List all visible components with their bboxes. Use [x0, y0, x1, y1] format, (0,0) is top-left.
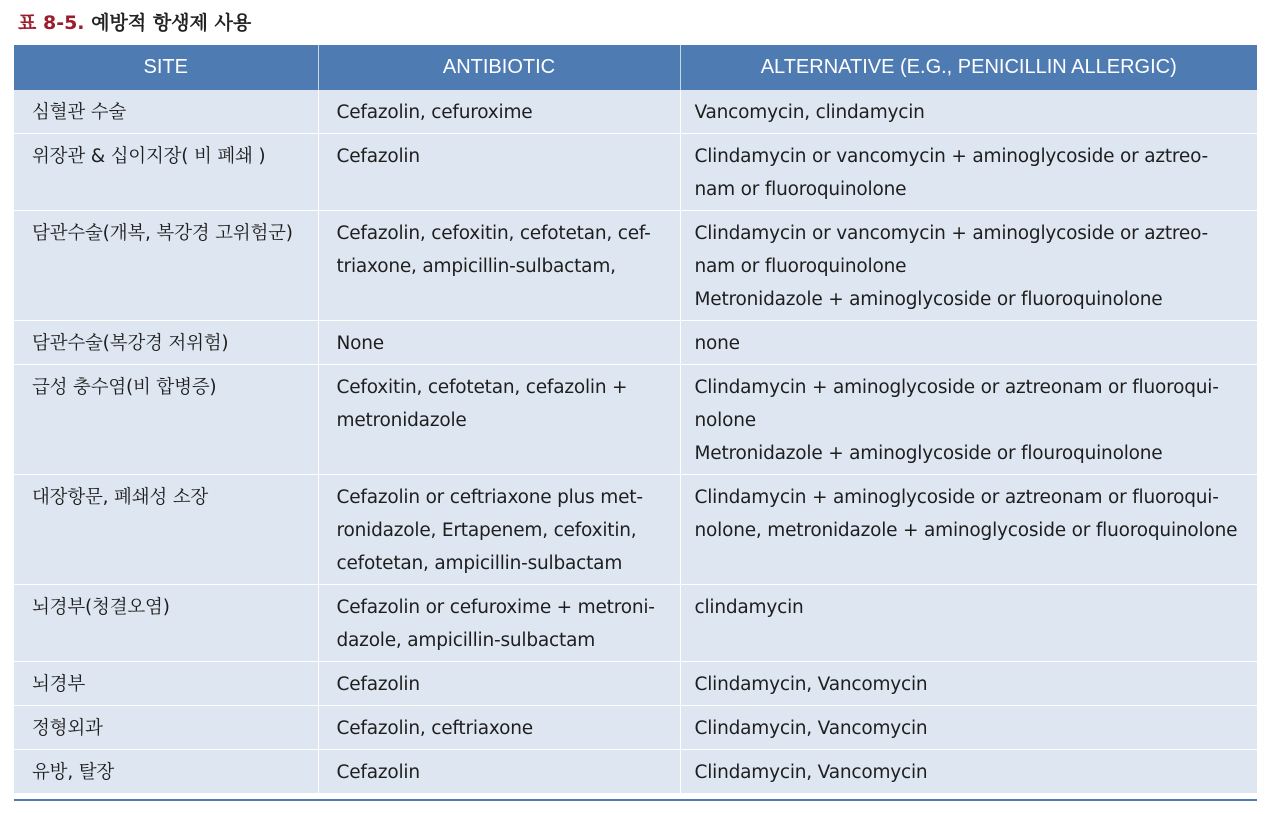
cell-site: [14, 475, 318, 585]
site-text-line: 정형외과: [32, 718, 103, 739]
cell-antibiotic: [318, 662, 680, 706]
antibiotic-text-line: dazole, ampicillin-sulbactam: [336, 630, 596, 651]
site-text-line: 급성 충수염(비 합병증): [32, 377, 217, 398]
table-row: [14, 134, 1257, 211]
table-row: [14, 90, 1257, 134]
cell-site: [14, 90, 318, 134]
cell-antibiotic: [318, 321, 680, 365]
header-antibiotic: ANTIBIOTIC: [318, 45, 680, 90]
antibiotic-text-line: metronidazole: [336, 410, 467, 431]
cell-alternative: [680, 585, 1257, 662]
table-row: [14, 706, 1257, 750]
alternative-text-line: Clindamycin, Vancomycin: [694, 718, 928, 739]
table-bottom-rule: [14, 799, 1257, 801]
cell-site: [14, 662, 318, 706]
cell-alternative: [680, 750, 1257, 794]
site-text-line: 담관수술(개복, 복강경 고위험군): [32, 223, 293, 244]
cell-site: [14, 750, 318, 794]
cell-alternative: [680, 321, 1257, 365]
cell-alternative: [680, 134, 1257, 211]
cell-antibiotic: [318, 211, 680, 321]
antibiotic-text-line: Cefazolin or cefuroxime + metroni-: [336, 597, 655, 618]
cell-alternative: [680, 475, 1257, 585]
antibiotic-text-line: Cefazolin: [336, 146, 420, 167]
site-text-line: 대장항문, 폐쇄성 소장: [32, 487, 209, 508]
alternative-text-line: nolone: [694, 410, 756, 431]
site-text-line: 담관수술(복강경 저위험): [32, 333, 229, 354]
cell-alternative: [680, 211, 1257, 321]
site-text-line: 심혈관 수술: [32, 102, 127, 123]
alternative-text-line: nolone, metronidazole + aminoglycoside or fluoroquinolone: [694, 520, 1238, 541]
cell-alternative: [680, 662, 1257, 706]
cell-site: [14, 706, 318, 750]
alternative-text-line: nam or fluoroquinolone: [694, 256, 907, 277]
antibiotic-text-line: triaxone, ampicillin-sulbactam,: [336, 256, 616, 277]
alternative-text-line: Clindamycin or vancomycin + aminoglycoside or aztreo-: [694, 223, 1209, 244]
table-caption: [18, 8, 251, 35]
table-body: [14, 90, 1257, 793]
cell-alternative: [680, 706, 1257, 750]
antibiotic-text-line: cefotetan, ampicillin-sulbactam: [336, 553, 623, 574]
table-row: [14, 211, 1257, 321]
header-alternative: ALTERNATIVE (E.G., PENICILLIN ALLERGIC): [680, 45, 1257, 90]
header-site: SITE: [14, 45, 318, 90]
table-number: 표 8-5.: [18, 12, 85, 34]
cell-alternative: [680, 90, 1257, 134]
table-row: [14, 321, 1257, 365]
table-row: [14, 750, 1257, 794]
cell-antibiotic: [318, 134, 680, 211]
alternative-text-line: nam or fluoroquinolone: [694, 179, 907, 200]
antibiotic-text-line: Cefoxitin, cefotetan, cefazolin +: [336, 377, 628, 398]
table-title: 예방적 항생제 사용: [91, 12, 252, 34]
alternative-text-line: Metronidazole + aminoglycoside or flouroquinolone: [694, 443, 1163, 464]
cell-alternative: [680, 365, 1257, 475]
alternative-text-line: Clindamycin + aminoglycoside or aztreonam or fluoroqui-: [694, 487, 1219, 508]
prophylactic-antibiotic-table: [14, 45, 1257, 793]
table-row: [14, 475, 1257, 585]
site-text-line: 뇌경부(청결오염): [32, 597, 170, 618]
antibiotic-text-line: ronidazole, Ertapenem, cefoxitin,: [336, 520, 637, 541]
site-text-line: 위장관 & 십이지장( 비 폐쇄 ): [32, 146, 266, 167]
site-text-line: 유방, 탈장: [32, 762, 115, 783]
alternative-text-line: Clindamycin, Vancomycin: [694, 762, 928, 783]
antibiotic-text-line: Cefazolin or ceftriaxone plus met-: [336, 487, 643, 508]
antibiotic-text-line: Cefazolin, ceftriaxone: [336, 718, 533, 739]
cell-antibiotic: [318, 706, 680, 750]
alternative-text-line: Clindamycin + aminoglycoside or aztreonam or fluoroqui-: [694, 377, 1219, 398]
site-text-line: 뇌경부: [32, 674, 86, 695]
table-row: [14, 585, 1257, 662]
cell-site: [14, 321, 318, 365]
antibiotic-text-line: Cefazolin: [336, 674, 420, 695]
table-row: [14, 662, 1257, 706]
cell-site: [14, 365, 318, 475]
antibiotic-text-line: Cefazolin: [336, 762, 420, 783]
cell-site: [14, 585, 318, 662]
alternative-text-line: Clindamycin, Vancomycin: [694, 674, 928, 695]
cell-antibiotic: [318, 475, 680, 585]
antibiotic-text-line: Cefazolin, cefoxitin, cefotetan, cef-: [336, 223, 651, 244]
antibiotic-text-line: None: [336, 333, 384, 354]
alternative-text-line: none: [694, 333, 740, 354]
table-row: [14, 365, 1257, 475]
cell-antibiotic: [318, 585, 680, 662]
alternative-text-line: Metronidazole + aminoglycoside or fluoroquinolone: [694, 289, 1163, 310]
cell-antibiotic: [318, 90, 680, 134]
cell-antibiotic: [318, 750, 680, 794]
antibiotic-text-line: Cefazolin, cefuroxime: [336, 102, 533, 123]
cell-site: [14, 134, 318, 211]
cell-site: [14, 211, 318, 321]
cell-antibiotic: [318, 365, 680, 475]
table-header: [14, 45, 1257, 90]
alternative-text-line: Clindamycin or vancomycin + aminoglycoside or aztreo-: [694, 146, 1209, 167]
alternative-text-line: clindamycin: [694, 597, 804, 618]
alternative-text-line: Vancomycin, clindamycin: [694, 102, 925, 123]
